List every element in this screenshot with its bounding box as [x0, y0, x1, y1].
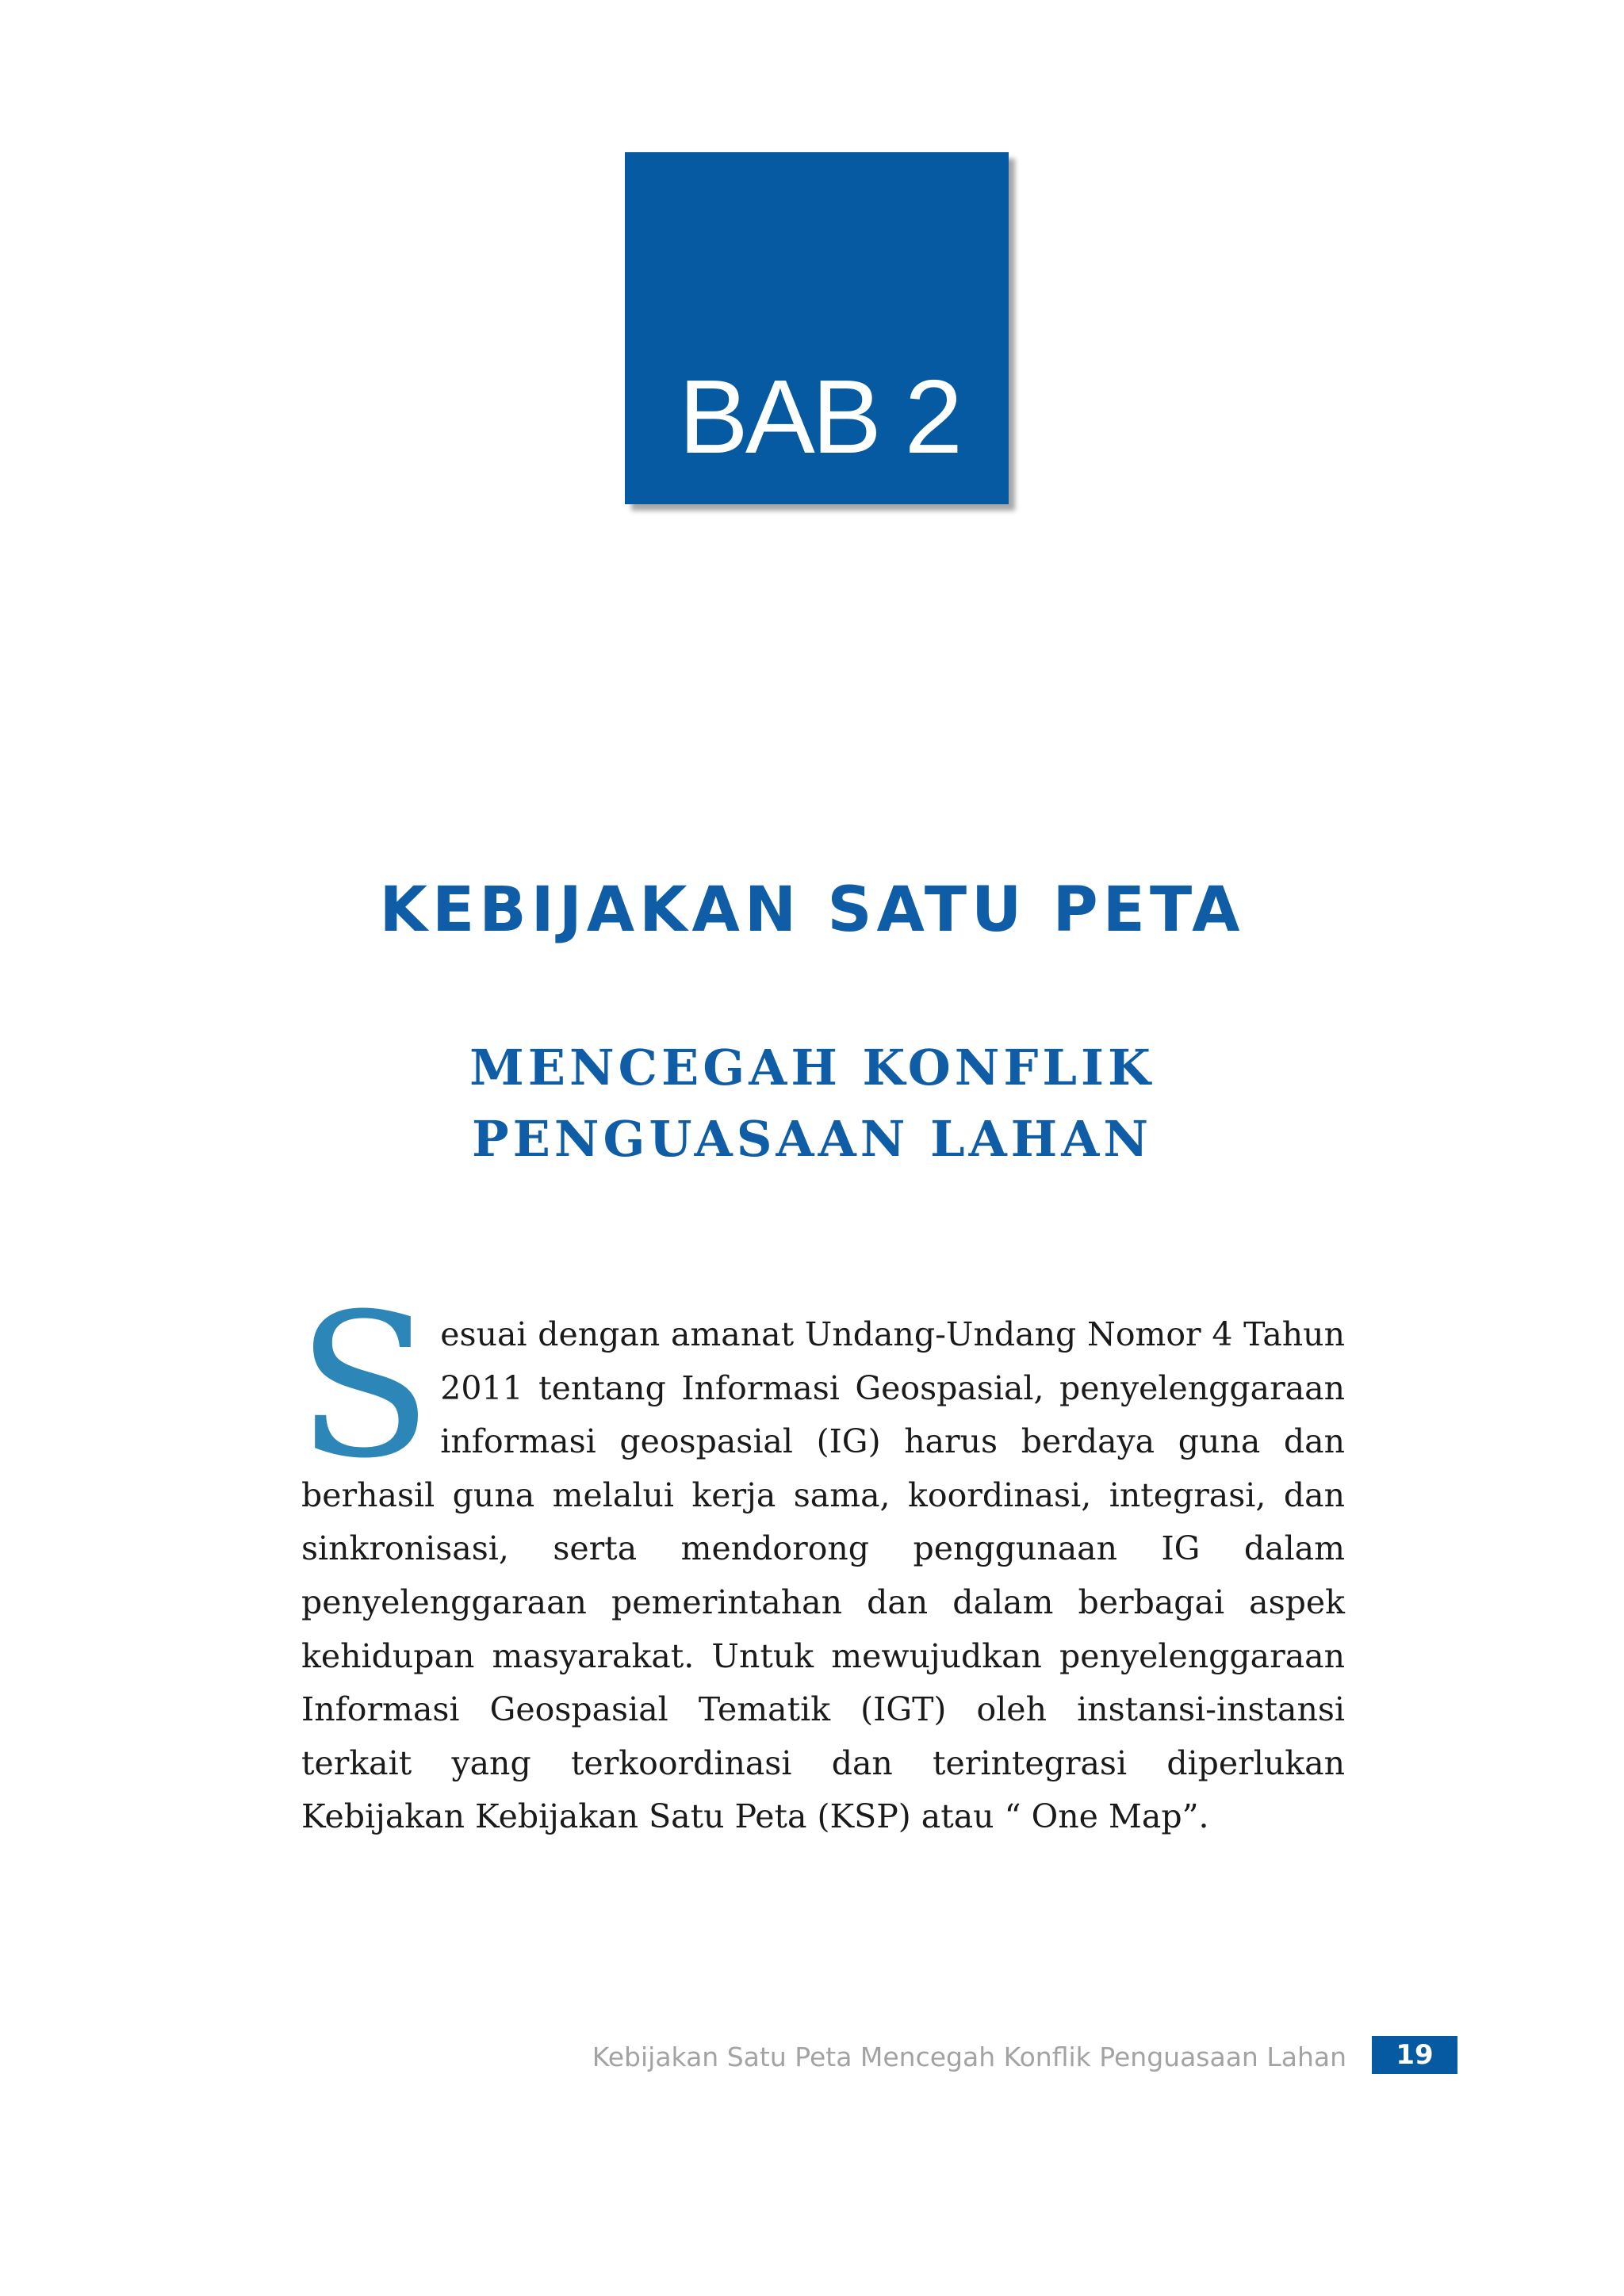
chapter-label: BAB 2 [678, 358, 959, 475]
drop-cap: S [297, 1271, 433, 1502]
chapter-box [625, 152, 1009, 504]
body-paragraph [297, 1271, 1345, 1844]
footer-running-title: Kebijakan Satu Peta Mencegah Konflik Penguasaan Lahan [592, 2042, 1346, 2072]
body-text: esuai dengan amanat Undang-Undang Nomor 4 Tahun 2011 tentang Informasi Geospasial, penyelenggaraan informasi geospasial (IG) harus berdaya guna dan berhasil guna melalui kerja sama, koordinasi, integrasi, dan sinkronisasi, serta mendorong penggunaan IG dalam penyelenggaraan pemerintahan dan dalam berbagai aspek kehidupan masyarakat. Untuk mewujudkan penyelenggaraan Informasi Geospasial Tematik (IGT) oleh instansi-instansi terkait yang terkoordinasi dan terintegrasi diperlukan Kebijakan Kebijakan Satu Peta (KSP) atau “ One Map”. [301, 1315, 1345, 1836]
subtitle-line-1: MENCEGAH KONFLIK [469, 1039, 1155, 1096]
page-number: 19 [1372, 2036, 1457, 2074]
page-title: KEBIJAKAN SATU PETA [379, 874, 1245, 946]
page-subtitle [0, 1032, 1624, 1175]
subtitle-line-2: PENGUASAAN LAHAN [471, 1110, 1153, 1168]
